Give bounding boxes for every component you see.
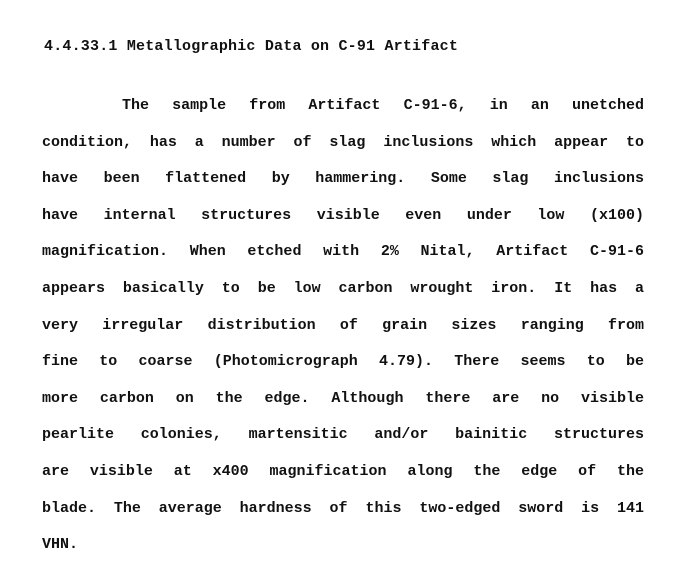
paragraph-line: are visible at x400 magnification along the edge of the [42,462,644,480]
paragraph-line: VHN. [42,536,79,554]
paragraph-line: have been flattened by hammering. Some slag inclusions [42,170,644,188]
paragraph-line: more carbon on the edge. Although there are no visible [42,389,644,407]
paragraph-line: appears basically to be low carbon wrought iron. It has a [42,279,644,297]
paragraph-line: The sample from Artifact C-91-6, in an unetched [122,97,644,114]
paragraph-line: very irregular distribution of grain sizes ranging from [42,316,644,334]
paragraph-line: have internal structures visible even under low (x100) [42,206,644,224]
paragraph-line: blade. The average hardness of this two-edged sword is 141 [42,499,644,517]
paragraph-line: condition, has a number of slag inclusions which appear to [42,133,644,151]
paragraph-line: fine to coarse (Photomicrograph 4.79). There seems to be [42,353,644,371]
paragraph-line: pearlite colonies, martensitic and/or bainitic structures [42,426,644,444]
section-heading: 4.4.33.1 Metallographic Data on C-91 Artifact [44,38,459,55]
body-paragraph [42,88,644,564]
paragraph-line: magnification. When etched with 2% Nital, Artifact C-91-6 [42,243,644,261]
